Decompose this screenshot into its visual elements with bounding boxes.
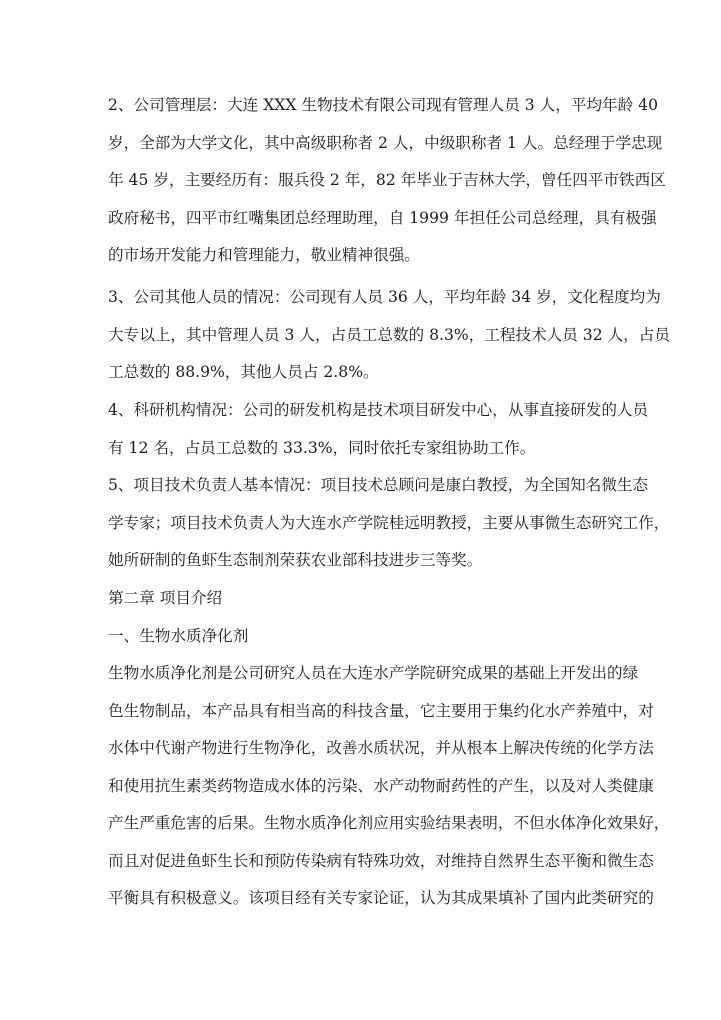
text-line: 生物水质净化剂是公司研究人员在大连水产学院研究成果的基础上开发出的绿: [108, 664, 639, 682]
paragraph-project-lead: [108, 467, 670, 580]
text-line: 3、公司其他人员的情况：公司现有人员 36 人，平均年龄 34 岁，文化程度均为: [108, 288, 661, 306]
text-line: 4、科研机构情况：公司的研发机构是技术项目研发中心，从事直接研发的人员: [108, 401, 649, 419]
text-line: 和使用抗生素类药物造成水体的污染、水产动物耐药性的产生，以及对人类健康: [108, 776, 654, 795]
text-line: 而且对促进鱼虾生长和预防传染病有特殊功效，对维持自然界生态平衡和微生态: [108, 851, 654, 870]
text-line: 工总数的 88.9%，其他人员占 2.8%。: [108, 363, 379, 381]
text-line: 2、公司管理层：大连 XXX 生物技术有限公司现有管理人员 3 人，平均年龄 40: [108, 96, 658, 114]
text-line: 政府秘书，四平市红嘴集团总经理助理，自 1999 年担任公司总经理，具有极强: [108, 208, 657, 227]
text-line: 她所研制的鱼虾生态制剂荣获农业部科技进步三等奖。: [108, 551, 483, 569]
paragraph-management: [108, 87, 666, 275]
text-line: 产生严重危害的后果。生物水质净化剂应用实验结果表明，不但水体净化效果好，: [108, 814, 670, 832]
text-line: 5、项目技术负责人基本情况：项目技术总顾问是康白教授，为全国知名微生态: [108, 476, 649, 494]
text-line: 有 12 名，占员工总数的 33.3%，同时依托专家组协助工作。: [108, 438, 536, 457]
text-line: 学专家；项目技术负责人为大连水产学院桂远明教授，主要从事微生态研究工作，: [108, 513, 670, 532]
text-line: 色生物制品，本产品具有相当高的科技含量，它主要用于集约化水产养殖中，对: [108, 701, 654, 720]
text-line: 年 45 岁，主要经历有：服兵役 2 年，82 年毕业于吉林大学，曾任四平市铁西区: [108, 171, 666, 189]
section-heading: 一、生物水质净化剂: [108, 627, 249, 645]
paragraph-water-purifier: [108, 655, 670, 918]
text-line: 大专以上，其中管理人员 3 人，占员工总数的 8.3%，工程技术人员 32 人，占员: [108, 325, 670, 344]
text-line: 岁，全部为大学文化，其中高级职称者 2 人，中级职称者 1 人。总经理于学忠现: [108, 133, 663, 152]
text-line: 平衡具有积极意义。该项目经有关专家论证，认为其成果填补了国内此类研究的: [108, 889, 654, 907]
paragraph-other-staff: [108, 279, 670, 392]
paragraph-research-institution: [108, 392, 649, 467]
chapter-heading: 第二章 项目介绍: [108, 589, 223, 607]
text-line: 的市场开发能力和管理能力，敬业精神很强。: [108, 246, 420, 264]
text-line: 水体中代谢产物进行生物净化，改善水质状况，并从根本上解决传统的化学方法: [108, 739, 654, 757]
